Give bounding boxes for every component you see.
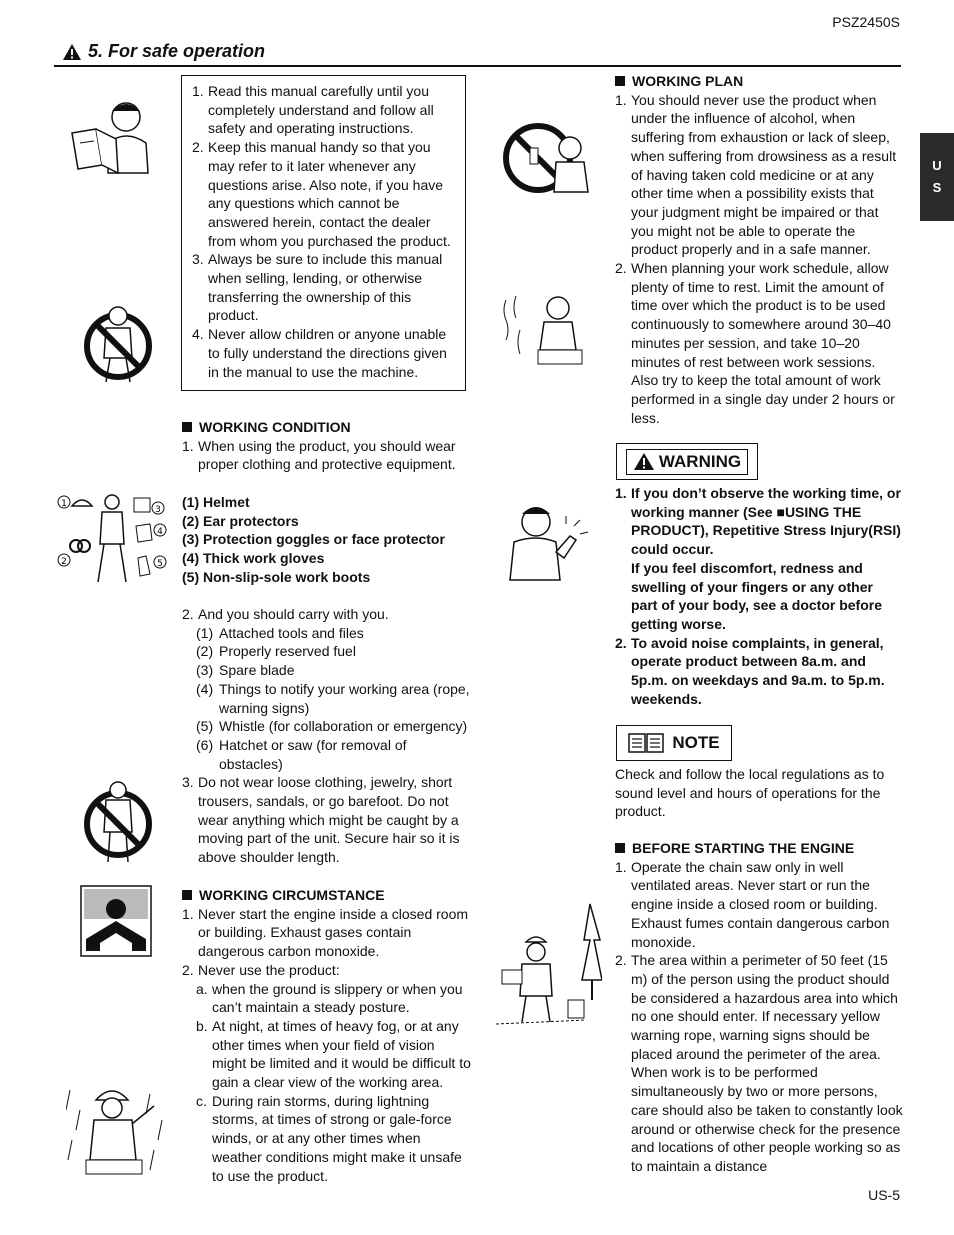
warning-item — [615, 634, 901, 709]
item-text: Operate the chain saw only in well ventilated areas. Never start or run the engine inside a closed room or building. Exhaust fumes contain dangerous carbon monoxide. — [631, 858, 890, 950]
model-number: PSZ2450S — [832, 14, 900, 30]
item-text: when the ground is slippery or when you can’t maintain a steady posture. — [212, 980, 463, 1016]
plan-item — [615, 91, 901, 259]
condition-item-3 — [182, 773, 472, 867]
item-text: Never use the product: — [198, 961, 340, 978]
item-number: 4. — [192, 326, 204, 343]
item-text: Whistle (for collaboration or emergency) — [219, 718, 468, 735]
item-number: 1. — [615, 91, 627, 108]
closed-room-exhaust-illustration — [80, 885, 152, 957]
tab-letter-u: U — [932, 158, 942, 173]
item-number: 1. — [182, 905, 194, 922]
item-number: 2. — [615, 952, 627, 969]
title-rule — [54, 65, 901, 67]
item-number: 3. — [182, 774, 194, 791]
protective-equipment-illustration — [54, 490, 174, 590]
item-text: To avoid noise complaints, in general, operate product between 8a.m. and 5p.m. on weekdays and 9a.m. to 5p.m. weekends. — [631, 634, 885, 707]
intro-box — [181, 75, 466, 391]
circumstance-subitem — [182, 1017, 472, 1092]
warning-triangle-icon — [62, 43, 82, 61]
item-number: 2. — [615, 634, 627, 651]
square-bullet-icon — [182, 422, 192, 432]
item-number: 2. — [182, 606, 194, 622]
before-starting-item — [615, 951, 905, 1175]
item-text: Read this manual carefully until you completely understand and follow all safety and operating instructions. — [208, 83, 434, 137]
heading-text: WORKING CONDITION — [199, 419, 351, 435]
carry-item — [182, 642, 472, 661]
item-number: (3) — [182, 531, 200, 548]
item-text: Never allow children or anyone unable to fully understand the directions given in the manual to use the machine. — [208, 326, 447, 380]
callout-5: 5 — [157, 559, 163, 569]
heading-text: BEFORE STARTING THE ENGINE — [632, 840, 855, 856]
item-number: (5) — [196, 718, 214, 735]
callout-2: 2 — [61, 557, 67, 567]
item-text: When using the product, you should wear proper clothing and protective equipment. — [198, 437, 456, 473]
condition-item-1 — [182, 437, 468, 474]
item-text: Thick work gloves — [203, 550, 325, 567]
item-number: 2. — [615, 260, 627, 277]
carry-item — [182, 624, 472, 643]
warning-item — [615, 484, 901, 634]
equipment-item — [182, 568, 468, 587]
item-number: 2. — [192, 139, 204, 156]
before-starting-section — [615, 839, 905, 1176]
intro-item — [192, 250, 455, 325]
item-text: Helmet — [203, 494, 250, 510]
item-number: (2) — [182, 512, 200, 529]
carry-item — [182, 717, 472, 736]
item-text: And you should carry with you. — [198, 606, 389, 622]
item-text: Non-slip-sole work boots — [203, 568, 371, 585]
no-children-illustration — [82, 302, 154, 384]
heading-text: WORKING PLAN — [632, 73, 744, 89]
section-title-text: 5. For safe operation — [88, 41, 266, 61]
item-text-continued: If you feel discomfort, redness and swelling of your fingers or any other part of your body, see a doctor before getting worse. — [631, 559, 883, 632]
note-text: Check and follow the local regulations as to sound level and hours of operations for the product. — [615, 766, 885, 820]
rain-storm-illustration — [66, 1080, 170, 1180]
working-circumstance-heading — [182, 886, 472, 905]
circumstance-subitem — [182, 980, 472, 1017]
item-number: 1. — [182, 437, 194, 454]
item-number: (1) — [182, 494, 200, 510]
item-number: 1. — [615, 485, 627, 501]
warning-list — [615, 484, 901, 708]
item-number: (6) — [196, 736, 214, 753]
circumstance-subitem — [182, 1092, 472, 1186]
heading-text: WORKING CIRCUMSTANCE — [199, 887, 385, 903]
exhausted-worker-illustration — [500, 290, 590, 368]
no-alcohol-illustration — [500, 118, 596, 196]
circumstance-item-1 — [182, 905, 472, 961]
equipment-item — [182, 549, 468, 568]
note-book-icon — [628, 732, 664, 754]
item-text: If you don’t observe the working time, or working manner (See ■USING THE PRODUCT), Repetitive Stress Injury(RSI) could occur. — [631, 485, 901, 558]
hazard-perimeter-illustration — [496, 900, 602, 1030]
item-text: Always be sure to include this manual when selling, lending, or otherwise transferring the ownership of this product. — [208, 251, 443, 324]
no-loose-clothing-illustration — [82, 778, 154, 864]
reading-manual-illustration — [68, 95, 156, 175]
note-label-box — [616, 725, 732, 761]
item-number: 2. — [182, 961, 194, 978]
working-circumstance-section — [182, 886, 472, 1185]
item-number: 3. — [192, 251, 204, 268]
working-condition-section — [182, 418, 468, 474]
working-plan-section — [615, 72, 901, 427]
language-tab — [920, 133, 954, 221]
callout-3: 3 — [155, 505, 161, 515]
item-number: (5) — [182, 568, 200, 585]
intro-item — [192, 138, 455, 250]
carry-item — [182, 736, 472, 773]
item-number: (4) — [196, 680, 214, 697]
warning-label-text: WARNING — [658, 451, 742, 471]
item-text: Do not wear loose clothing, jewelry, short trousers, sandals, or go barefoot. Do not wear anything which might be caught by a moving part of the unit. Secure hair so it is above shoulder length. — [198, 774, 460, 866]
item-text: Properly reserved fuel — [219, 643, 356, 660]
callout-4: 4 — [157, 527, 163, 537]
note-label-text: NOTE — [672, 733, 720, 752]
circumstance-item-2 — [182, 961, 472, 980]
intro-item — [192, 82, 455, 138]
equipment-item — [182, 493, 468, 512]
carry-section — [182, 605, 472, 867]
page-number: US-5 — [868, 1187, 900, 1203]
item-text: Protection goggles or face protector — [203, 531, 445, 548]
item-text: Spare blade — [219, 662, 295, 679]
section-title — [62, 41, 265, 62]
before-starting-heading — [615, 839, 905, 858]
item-number: (4) — [182, 550, 200, 567]
item-number: a. — [196, 980, 208, 997]
item-number: 1. — [615, 858, 627, 875]
intro-item — [192, 325, 455, 381]
working-condition-heading — [182, 418, 468, 437]
item-text: During rain storms, during lightning storms, at times of strong or gale-force winds, or at any other times when weather conditions might make it unsafe to use the product. — [212, 1092, 462, 1184]
before-starting-item — [615, 858, 905, 952]
item-text: You should never use the product when under the influence of alcohol, when suffering from exhaustion or lack of sleep, when suffering from drowsiness as a result of having taken cold medicine or at any other time when a possibility exists that your judgment might be impaired or that you might not be able to operate the product properly and in a safe manner. — [631, 91, 897, 258]
square-bullet-icon — [615, 76, 625, 86]
warning-label — [626, 449, 748, 475]
square-bullet-icon — [182, 890, 192, 900]
item-text: Keep this manual handy so that you may refer to it later whenever any questions arise. Also note, if you have any questions which cannot be answered herein, contact the dealer from whom you purchased the product. — [208, 139, 451, 249]
item-number: (3) — [196, 662, 214, 679]
equipment-item — [182, 512, 468, 531]
item-text: At night, at times of heavy fog, or at any other times when your field of vision might be limited and it would be difficult to gain a clear view of the working area. — [212, 1017, 471, 1091]
item-text: Ear protectors — [203, 512, 299, 529]
item-number: b. — [196, 1017, 208, 1034]
item-text: Things to notify your working area (rope, warning signs) — [219, 680, 470, 716]
item-number: (1) — [196, 624, 214, 641]
item-text: When planning your work schedule, allow plenty of time to rest. Limit the amount of time over which the product is to be used continuously to somewhere around 30–40 minutes per session, and take 10–20 minutes of rest between work sessions. Also try to keep the total amount of work performed in a single day under 2 hours or less. — [631, 260, 895, 426]
item-text: Never start the engine inside a closed room or building. Exhaust gases contain dangerous carbon monoxide. — [198, 905, 469, 960]
working-plan-heading — [615, 72, 901, 91]
item-number: (2) — [196, 643, 214, 660]
item-text: Hatchet or saw (for removal of obstacles) — [219, 736, 407, 772]
tab-letter-s: S — [932, 180, 942, 195]
condition-item-2 — [182, 605, 472, 624]
intro-list — [192, 82, 455, 381]
carry-item — [182, 680, 472, 717]
equipment-item — [182, 530, 468, 549]
item-text: Attached tools and files — [219, 624, 364, 641]
item-number: 1. — [192, 83, 204, 99]
item-text: The area within a perimeter of 50 feet (15 m) of the person using the product should be considered a hazardous area into which no one should enter. If necessary yellow warning rope, warning signs should be placed around the perimeter of the area. When work is to be performed simultaneously by two or more persons, care should also be taken to constantly look around or otherwise check for the presence and locations of other people working so as to maintain a distance — [631, 952, 903, 1174]
callout-1: 1 — [61, 499, 67, 509]
square-bullet-icon — [615, 843, 625, 853]
warning-triangle-icon — [633, 452, 655, 471]
equipment-list — [182, 493, 468, 587]
rsi-hand-pain-illustration — [500, 496, 590, 582]
plan-item — [615, 259, 901, 427]
carry-item — [182, 661, 472, 680]
warning-label-box — [616, 443, 758, 480]
item-number: c. — [196, 1092, 207, 1109]
